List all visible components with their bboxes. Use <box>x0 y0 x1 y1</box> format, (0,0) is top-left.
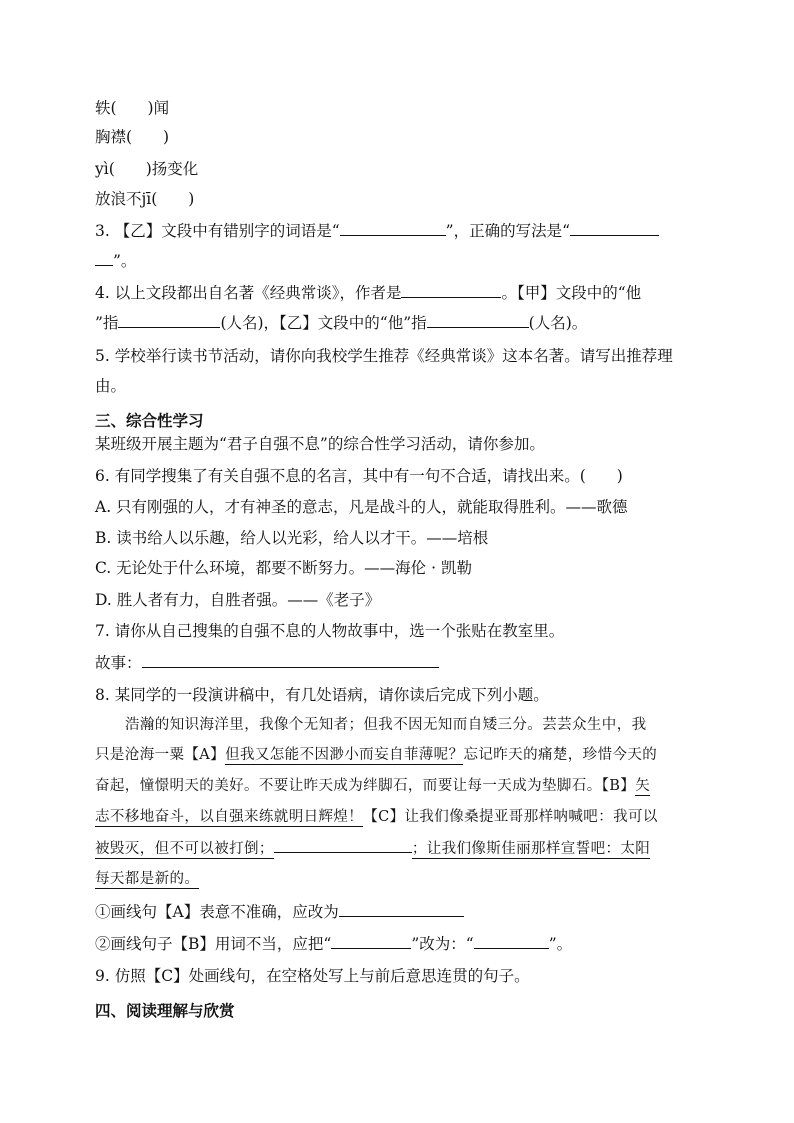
answer-blank[interactable] <box>570 221 659 236</box>
subquestion-2 <box>95 934 572 954</box>
answer-blank[interactable] <box>427 313 529 328</box>
worksheet-page <box>95 0 700 1123</box>
answer-blank[interactable] <box>340 221 446 236</box>
section-3-heading: 三、综合性学习 <box>95 412 204 430</box>
underlined-sentence-b: 矢 <box>635 778 651 794</box>
question-9: 9. 仿照【C】处画线句，在空格处写上与前后意思连贯的句子。 <box>95 967 530 985</box>
speech-line-3 <box>95 776 650 796</box>
option-b: B. 读书给人以乐趣，给人以光彩，给人以才干。——培根 <box>95 529 489 547</box>
question-4 <box>95 283 641 303</box>
speech-line-6 <box>95 869 199 889</box>
imitation-blank[interactable] <box>274 838 412 853</box>
option-a: A. 只有刚强的人，才有神圣的意志，凡是战斗的人，就能取得胜利。——歌德 <box>95 498 628 516</box>
subquestion-1-text: ①画线句【A】表意不准确，应改为 <box>95 903 339 921</box>
answer-blank[interactable] <box>474 934 549 949</box>
story-label: 故事： <box>95 654 142 672</box>
question-7: 7. 请你从自己搜集的自强不息的人物故事中，选一个张贴在教室里。 <box>95 622 565 640</box>
underlined-sentence-c: ；让我们像斯佳丽那样宣誓吧：太阳 <box>411 841 651 857</box>
subquestion-2-text: ”。 <box>548 935 573 953</box>
subquestion-1 <box>95 902 464 922</box>
answer-blank[interactable] <box>95 251 113 266</box>
subquestion-2-text: ②画线句子【B】用词不当，应把“ <box>95 935 332 953</box>
question-5-cont: 由。 <box>95 377 127 395</box>
story-blank[interactable] <box>142 653 439 668</box>
speech-text: 只是沧海一粟【A】 <box>95 747 226 763</box>
vocab-item-1: 轶( )闻 <box>95 99 170 117</box>
section-4-heading: 四、阅读理解与欣赏 <box>95 1002 235 1020</box>
question-4-text: ”指 <box>95 314 119 332</box>
question-8: 8. 某同学的一段演讲稿中，有几处语病，请你读后完成下列小题。 <box>95 686 549 704</box>
question-3-text: ”，正确的写法是“ <box>445 222 571 240</box>
answer-blank[interactable] <box>118 313 220 328</box>
speech-text: 忘记昨天的痛楚，珍惜今天的 <box>463 747 658 763</box>
option-d: D. 胜人者有力，自胜者强。——《老子》 <box>95 591 381 609</box>
speech-line-4 <box>95 807 658 827</box>
underlined-sentence-c: 每天都是新的。 <box>95 871 200 887</box>
answer-blank[interactable] <box>339 902 464 917</box>
underlined-sentence-a: 但我又怎能不因渺小而妄自菲薄呢？ <box>225 747 464 763</box>
answer-blank[interactable] <box>401 283 501 298</box>
question-6: 6. 有同学搜集了有关自强不息的名言，其中有一句不合适，请找出来。( ) <box>95 467 623 485</box>
vocab-item-3: yì( )扬变化 <box>95 160 199 178</box>
speech-text: 奋起，憧憬明天的美好。不要让昨天成为绊脚石，而要让每一天成为垫脚石。【B】 <box>95 778 636 794</box>
subquestion-2-text: ”改为：“ <box>411 935 474 953</box>
vocab-item-2: 胸襟( ) <box>95 128 170 146</box>
question-3 <box>95 221 659 241</box>
question-3-text: 3. 【乙】文段中有错别字的词语是“ <box>95 222 340 240</box>
speech-line-2 <box>95 745 657 765</box>
question-4-text: (人名)，【乙】文段中的“他”指 <box>220 314 427 332</box>
option-c: C. 无论处于什么环境，都要不断努力。——海伦 · 凯勒 <box>95 559 472 577</box>
question-4-cont <box>95 313 587 333</box>
question-3-text: ”。 <box>113 252 137 270</box>
underlined-sentence-c: 被毁灭，但不可以被打倒； <box>95 841 274 857</box>
underlined-sentence-b: 志不移地奋斗，以自强来练就明日辉煌！ <box>95 809 364 825</box>
speech-text: 【C】让我们像桑提亚哥那样呐喊吧：我可以 <box>363 809 658 825</box>
speech-line-5 <box>95 838 650 859</box>
question-4-text: 。【甲】文段中的“他 <box>501 284 642 302</box>
story-field <box>95 653 439 673</box>
section-3-intro: 某班级开展主题为“君子自强不息”的综合性学习活动，请你参加。 <box>95 435 545 453</box>
speech-line-1: 浩瀚的知识海洋里，我像个无知者；但我不因无知而自矮三分。芸芸众生中，我 <box>125 717 647 733</box>
question-4-text: (人名)。 <box>528 314 588 332</box>
question-4-text: 4. 以上文段都出自名著《经典常谈》，作者是 <box>95 284 402 302</box>
question-5: 5. 学校举行读书节活动，请你向我校学生推荐《经典常谈》这本名著。请写出推荐理 <box>95 347 673 365</box>
question-3-cont <box>95 251 136 271</box>
answer-blank[interactable] <box>331 934 411 949</box>
vocab-item-4: 放浪不jī( ) <box>95 190 195 208</box>
